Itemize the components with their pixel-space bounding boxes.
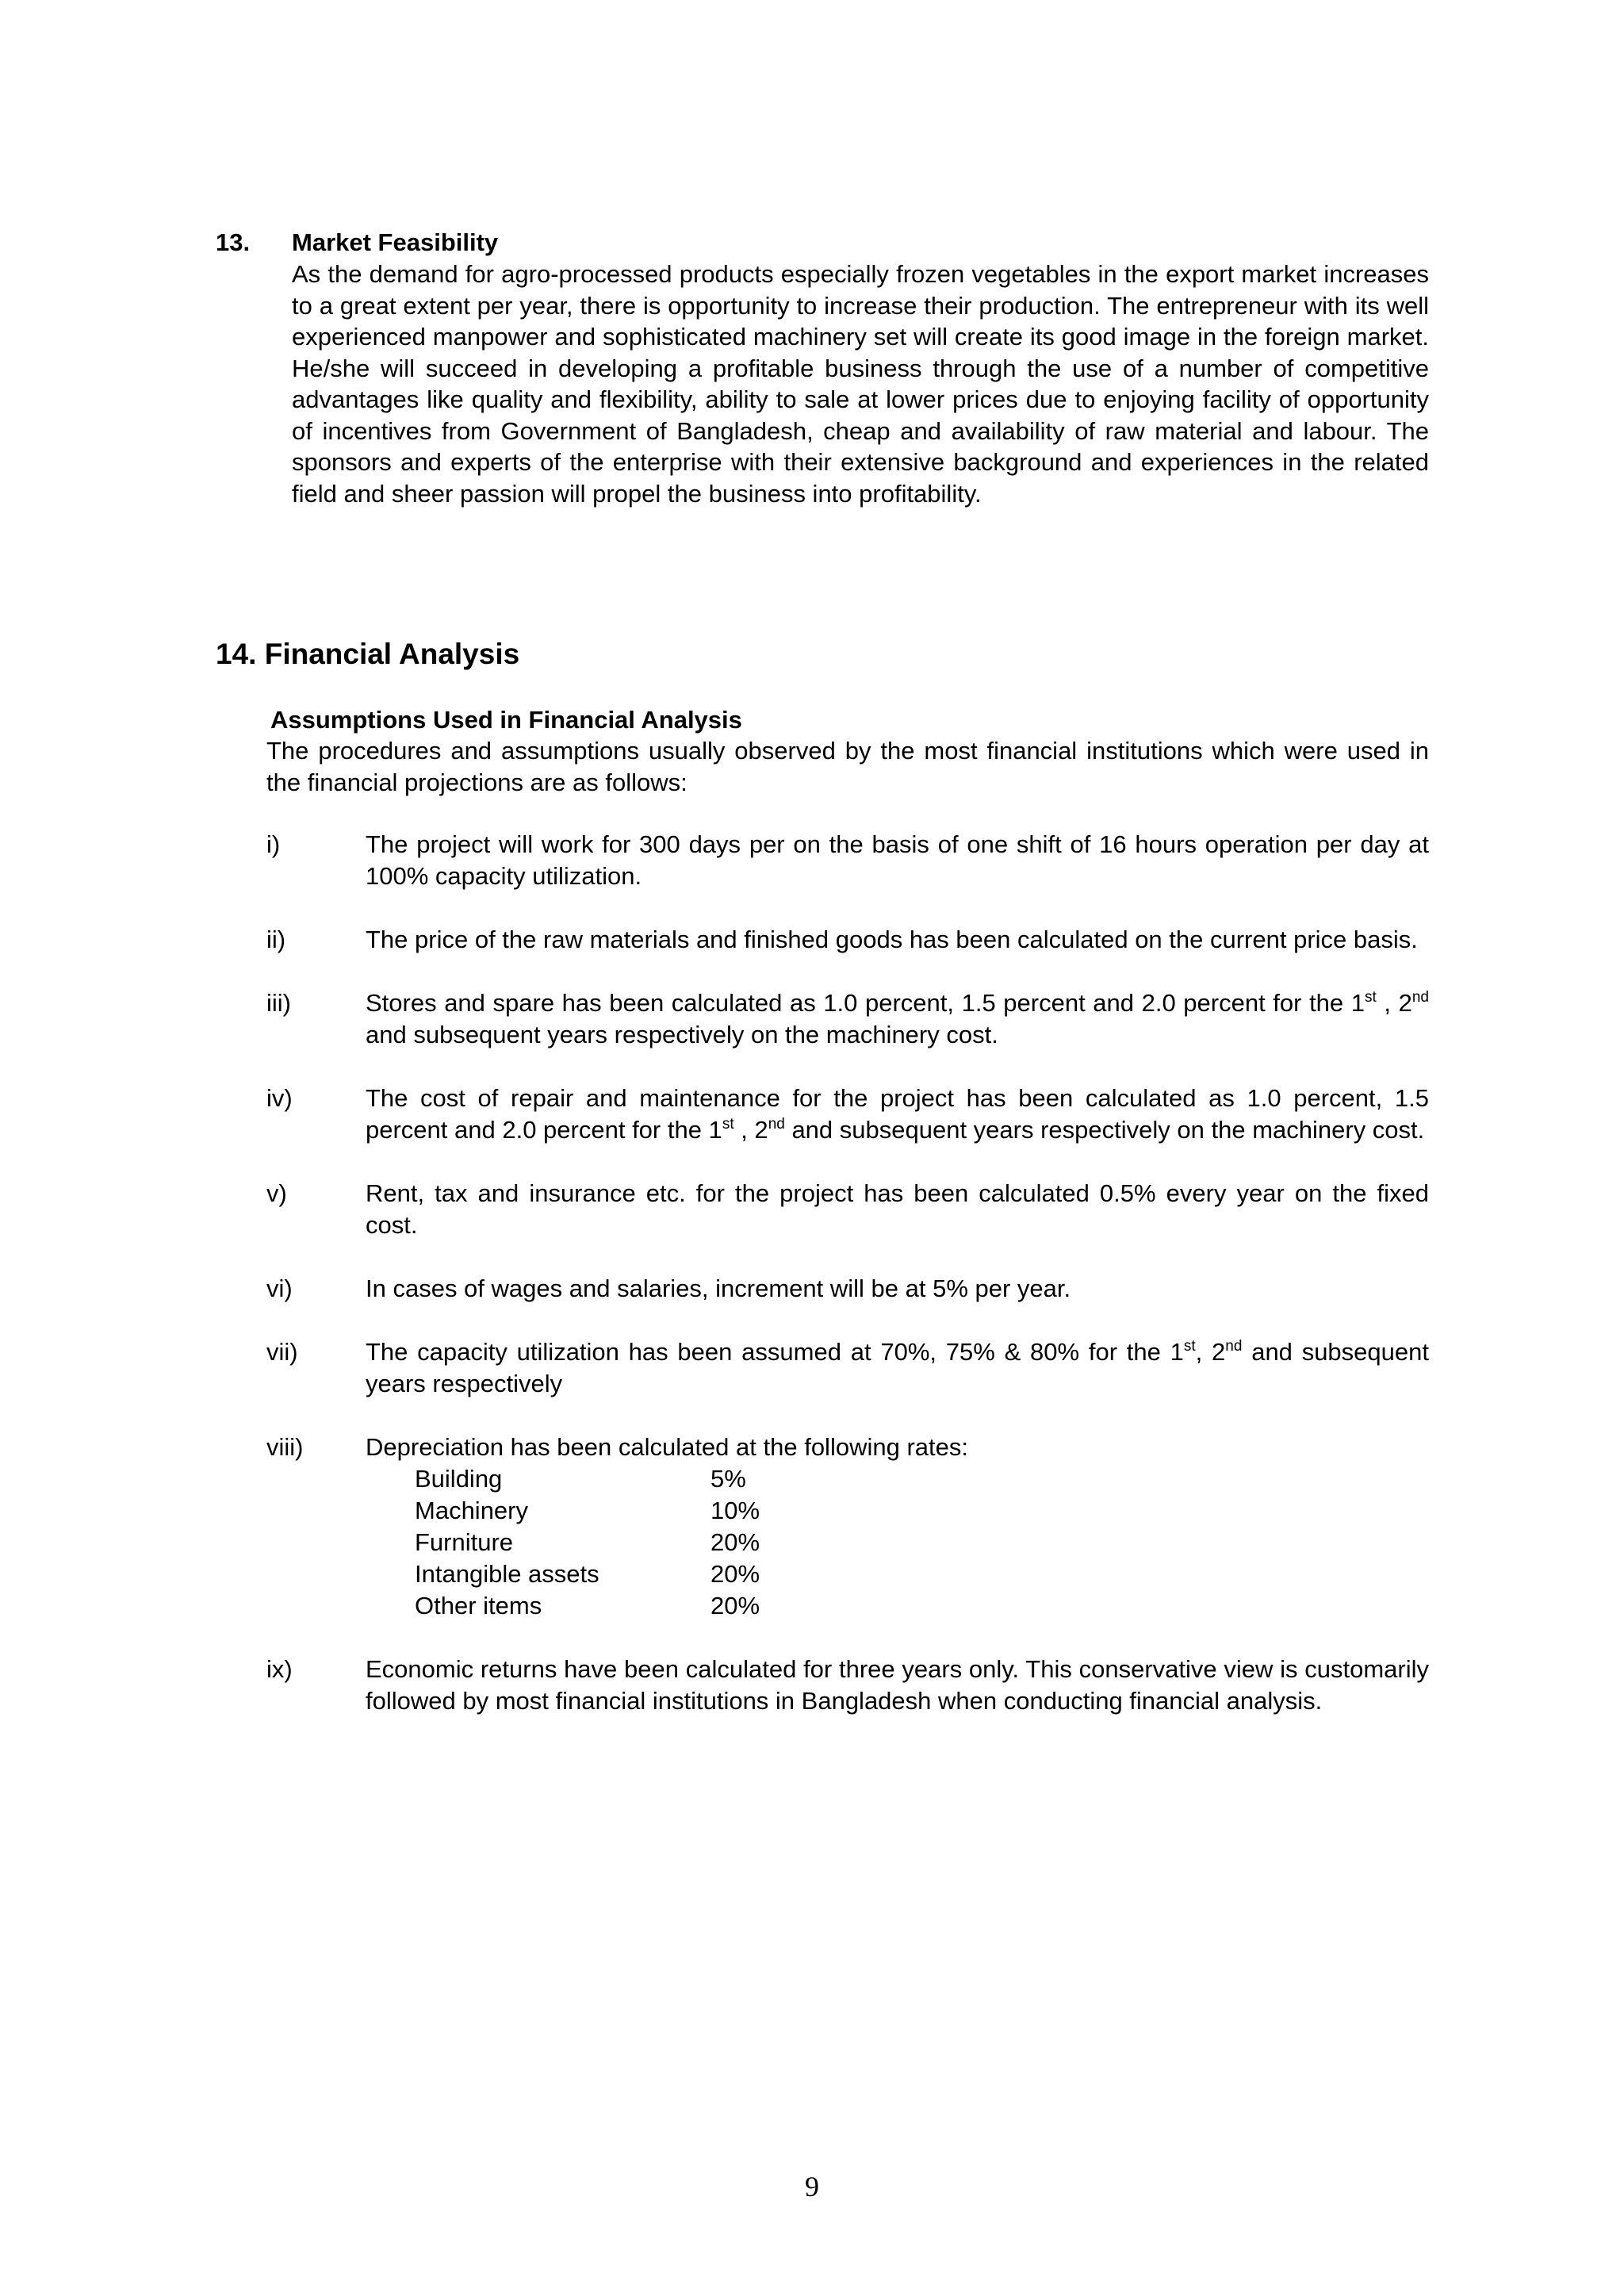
list-marker: i) xyxy=(266,830,281,858)
list-item-text xyxy=(366,1432,1429,1622)
list-marker: viii) xyxy=(266,1433,304,1461)
depreciation-rate: 20% xyxy=(710,1560,760,1588)
list-item xyxy=(266,1432,1429,1622)
page-number: 9 xyxy=(805,2171,819,2202)
list-marker: ii) xyxy=(266,926,286,953)
list-item-text xyxy=(366,1083,1429,1146)
ordinal-suffix: st xyxy=(722,1116,734,1133)
list-marker: iv) xyxy=(266,1084,293,1112)
ordinal-suffix: st xyxy=(1365,989,1377,1006)
list-marker: v) xyxy=(266,1179,287,1207)
text-run: and subsequent years respectively on the machinery cost. xyxy=(784,1116,1425,1144)
table-row xyxy=(415,1527,1429,1558)
text-run: Stores and spare has been calculated as 1.0 percent, 1.5 percent and 2.0 percent for the 1 xyxy=(366,989,1365,1017)
depreciation-intro: Depreciation has been calculated at the following rates: xyxy=(366,1433,968,1461)
text-run: , 2 xyxy=(1376,989,1412,1017)
list-item xyxy=(266,1336,1429,1400)
section-financial-analysis-title: 14. Financial Analysis xyxy=(216,638,520,670)
depreciation-table xyxy=(415,1463,1429,1622)
list-item xyxy=(266,1178,1429,1241)
list-marker: ix) xyxy=(266,1655,293,1683)
list-item xyxy=(266,829,1429,892)
list-item xyxy=(266,1083,1429,1146)
list-item-text xyxy=(366,1336,1429,1400)
text-run: , 2 xyxy=(733,1116,768,1144)
ordinal-suffix: nd xyxy=(768,1116,785,1133)
assumptions-intro: The procedures and assumptions usually observed by the most financial institutions which were used in the financial projections are as follows: xyxy=(266,737,1429,796)
text-run: , 2 xyxy=(1195,1338,1226,1366)
table-row xyxy=(415,1495,1429,1527)
depreciation-rate: 5% xyxy=(710,1465,746,1493)
list-item-text: Economic returns have been calculated for three years only. This conservative view is customarily followed by most financial institutions in Bangladesh when conducting financial analysis. xyxy=(366,1655,1429,1715)
list-marker: iii) xyxy=(266,989,291,1017)
table-row xyxy=(415,1590,1429,1622)
table-row xyxy=(415,1558,1429,1590)
text-run: The cost of repair and maintenance for the project has been calculated as 1.0 percent, 1.5 percent and 2.0 percent for the 1 xyxy=(366,1084,1429,1144)
asset-name: Furniture xyxy=(415,1528,514,1556)
list-item xyxy=(266,1654,1429,1717)
list-item xyxy=(266,924,1429,956)
ordinal-suffix: nd xyxy=(1225,1338,1243,1355)
list-item-text: In cases of wages and salaries, increment will be at 5% per year. xyxy=(366,1274,1071,1302)
list-item xyxy=(266,1273,1429,1305)
list-item-text: Rent, tax and insurance etc. for the project has been calculated 0.5% every year on the fixed cost. xyxy=(366,1179,1429,1239)
section-number: 13. xyxy=(216,228,251,256)
list-marker: vii) xyxy=(266,1338,298,1366)
ordinal-suffix: nd xyxy=(1411,989,1429,1006)
section-paragraph: As the demand for agro-processed products especially frozen vegetables in the export market increases to a great extent per year, there is opportunity to increase their production. The entrepreneur with its well experienced manpower and sophisticated machinery set will create its good image in the foreign market. He/she will succeed in developing a profitable business through the use of a number of competitive advantages like quality and flexibility, ability to sale at lower prices due to enjoying facility of opportunity of incentives from Government of Bangladesh, cheap and availability of raw material and labour. The sponsors and experts of the enterprise with their extensive background and experiences in the related field and sheer passion will propel the business into profitability. xyxy=(292,260,1429,508)
asset-name: Other items xyxy=(415,1592,542,1619)
section-heading xyxy=(216,227,1429,259)
depreciation-rate: 20% xyxy=(710,1592,760,1619)
section-title: Market Feasibility xyxy=(292,228,499,256)
asset-name: Intangible assets xyxy=(415,1560,599,1588)
depreciation-rate: 20% xyxy=(710,1528,760,1556)
ordinal-suffix: st xyxy=(1183,1338,1196,1355)
list-item-text: The project will work for 300 days per on the basis of one shift of 16 hours operation per day at 100% capacity utilization. xyxy=(366,830,1429,890)
list-item-text: The price of the raw materials and finished goods has been calculated on the current price basis. xyxy=(366,926,1418,953)
depreciation-rate: 10% xyxy=(710,1497,760,1524)
text-run: and subsequent years respectively xyxy=(366,1338,1429,1397)
text-run: and subsequent years respectively on the machinery cost. xyxy=(366,1021,998,1048)
text-run: The capacity utilization has been assumed at 70%, 75% & 80% for the 1 xyxy=(366,1338,1184,1366)
list-item xyxy=(266,987,1429,1051)
assumptions-list xyxy=(266,829,1429,1749)
asset-name: Machinery xyxy=(415,1497,528,1524)
list-item-text xyxy=(366,987,1429,1051)
section-market-feasibility xyxy=(216,227,1429,509)
asset-name: Building xyxy=(415,1465,503,1493)
table-row xyxy=(415,1463,1429,1495)
list-marker: vi) xyxy=(266,1274,293,1302)
assumptions-subheading: Assumptions Used in Financial Analysis xyxy=(270,706,742,734)
